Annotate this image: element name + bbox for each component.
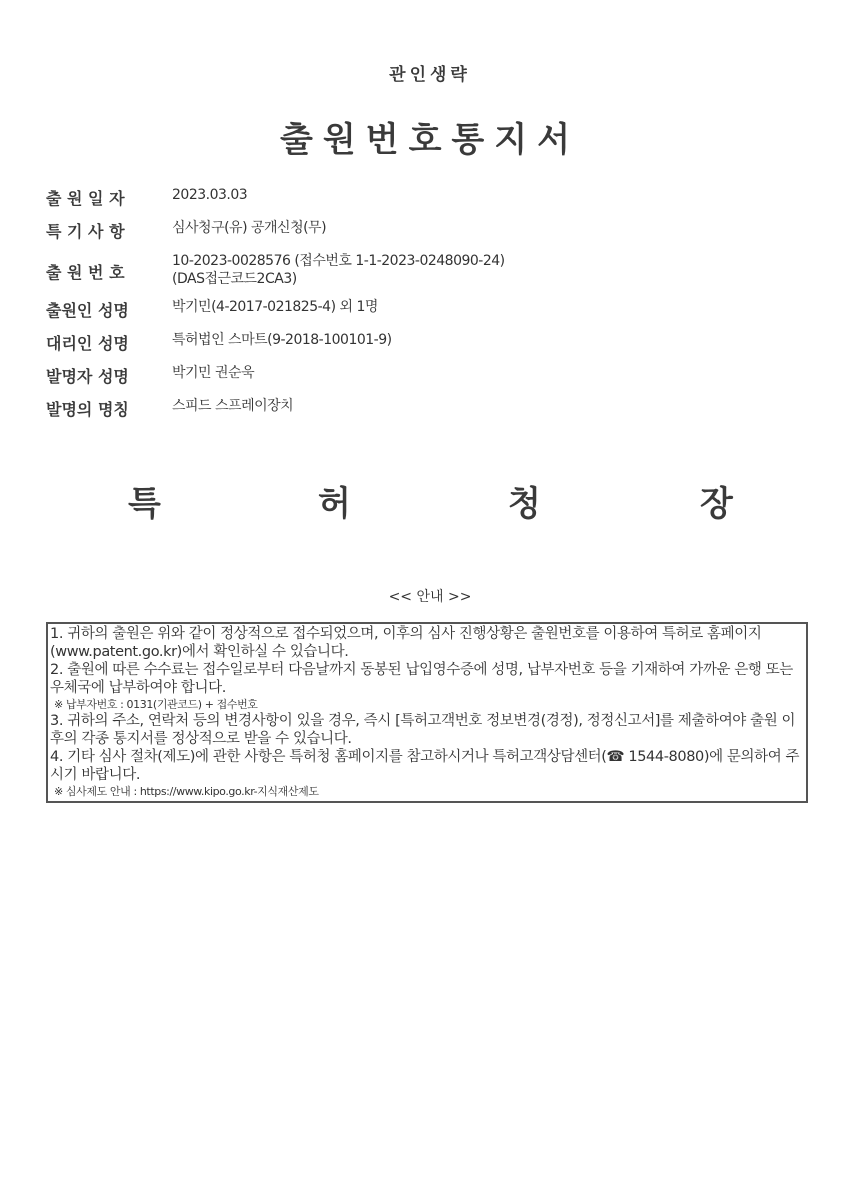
field-label: 발명의 명칭 (46, 400, 129, 419)
field-label: 대리인 성명 (46, 334, 129, 353)
field-value (162, 252, 505, 298)
field-label: 출 원 번 호 (46, 263, 125, 282)
field-value-line: 심사청구(유) 공개신청(무) (172, 220, 327, 236)
field-value-line: 박기민(4-2017-021825-4) 외 1명 (172, 299, 378, 315)
issuer-signature (0, 476, 860, 526)
guide-item: 2. 출원에 따른 수수료는 접수일로부터 다음날까지 동봉된 납입영수증에 성명, 납부자번호 등을 기재하여 가까운 은행 또는 우체국에 납부하여야 합니다. (50, 662, 793, 696)
field-value-line: (DAS접근코드2CA3) (172, 271, 297, 287)
field-invention-title (46, 397, 505, 430)
guide-note: ※ 심사제도 안내 : https://www.kipo.go.kr-지식재산제도 (54, 785, 319, 798)
field-label: 발명자 성명 (46, 367, 129, 386)
field-value-line: 특허법인 스마트(9-2018-100101-9) (172, 332, 392, 348)
guide-box (46, 622, 808, 803)
issuer-char: 청 (508, 484, 541, 524)
field-label: 출 원 일 자 (46, 189, 125, 208)
field-label: 출원인 성명 (46, 301, 129, 320)
document-title: 출원번호통지서 (280, 120, 580, 160)
field-value (162, 298, 505, 331)
guide-item: 4. 기타 심사 절차(제도)에 관한 사항은 특허청 홈페이지를 참고하시거나 특허고객상담센터(☎ 1544-8080)에 문의하여 주시기 바랍니다. (50, 749, 800, 783)
guide-item: 3. 귀하의 주소, 연락처 등의 변경사항이 있을 경우, 즉시 [특허고객번호 정보변경(경정), 정정신고서]를 제출하여야 출원 이후의 각종 통지서를 정상적으로 받을 수 있습니다. (50, 713, 796, 747)
field-value-line: 2023.03.03 (172, 187, 248, 203)
field-value (162, 219, 505, 252)
guide-title: << 안내 >> (388, 589, 472, 605)
field-value-line: 박기민 권순욱 (172, 365, 255, 381)
field-value (162, 331, 505, 364)
application-info-table (46, 186, 505, 430)
field-special-notes (46, 219, 505, 252)
field-value (162, 186, 505, 219)
field-value-line: 10-2023-0028576 (접수번호 1-1-2023-0248090-24) (172, 253, 505, 269)
fee-omitted-note: 관인생략 (389, 65, 471, 85)
field-agent-name (46, 331, 505, 364)
field-label: 특 기 사 항 (46, 222, 125, 241)
guide-note: ※ 납부자번호 : 0131(기관코드) + 접수번호 (54, 698, 258, 711)
field-value-line: 스피드 스프레이장치 (172, 398, 294, 414)
field-application-number (46, 252, 505, 298)
field-value (162, 397, 505, 430)
issuer-char: 장 (700, 484, 733, 524)
guide-item: 1. 귀하의 출원은 위와 같이 정상적으로 접수되었으며, 이후의 심사 진행상황은 출원번호를 이용하여 특허로 홈페이지(www.patent.go.kr)에서 확인하실 수 있습니다. (50, 626, 762, 660)
issuer-char: 특 (128, 484, 161, 524)
field-inventor-name (46, 364, 505, 397)
issuer-char: 허 (318, 484, 351, 524)
field-value (162, 364, 505, 397)
field-applicant-name (46, 298, 505, 331)
field-filing-date (46, 186, 505, 219)
